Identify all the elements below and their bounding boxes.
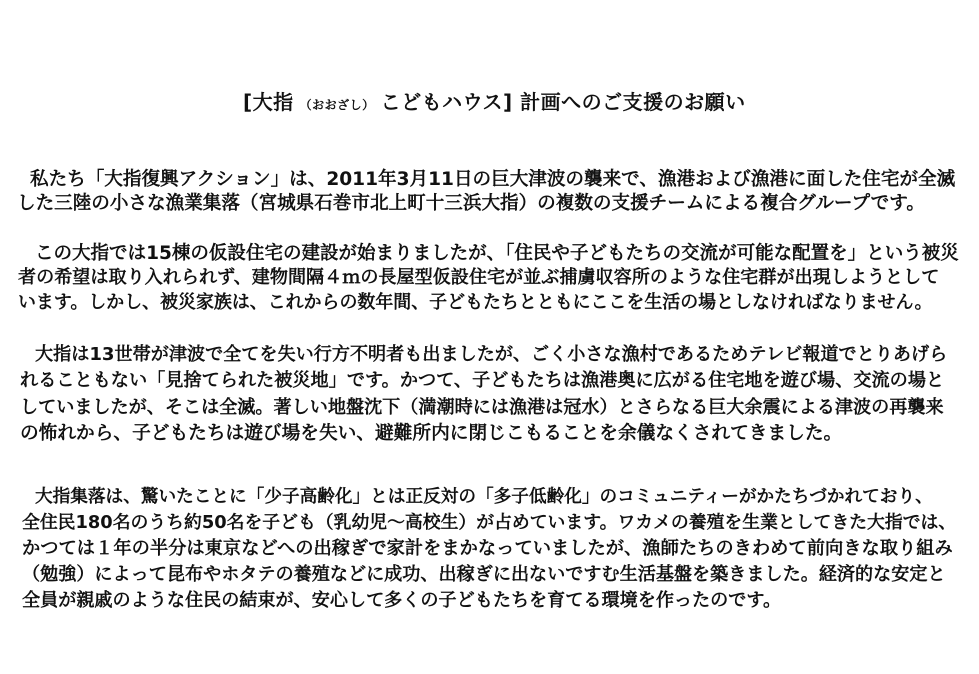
paragraph-4-line-2: 全住民180名のうち約50名を子ども（乳幼児～高校生）が占めています。ワカメの養殖を生業としてきた大指では、 — [22, 512, 957, 533]
paragraph-2-line-2: 者の希望は取り入れられず、建物間隔４ｍの長屋型仮設住宅が並ぶ捕虜収容所のような住宅群が出現しようとして — [18, 267, 940, 288]
paragraph-4-line-5: 全員が親戚のような住民の結束が、安心して多くの子どもたちを育てる環境を作ったのです。 — [22, 590, 782, 611]
paragraph-3-line-3: していましたが、そこは全滅。著しい地盤沈下（満潮時には漁港は冠水）とさらなる巨大余震による津波の再襲来 — [20, 397, 944, 418]
paragraph-1-line-1: 私たち「大指復興アクション」は、2011年3月11日の巨大津波の襲来で、漁港および漁港に面した住宅が全滅 — [30, 169, 956, 190]
title-part-2: こどもハウス] 計画へのご支援のお願い — [380, 90, 746, 114]
title-furigana: （おおざし） — [299, 98, 375, 112]
document-title — [243, 86, 746, 115]
paragraph-3-line-4: の怖れから、子どもたちは遊び場を失い、避難所内に閉じこもることを余儀なくされてきました。 — [20, 423, 843, 444]
paragraph-3-line-2: れることもない「見捨てられた被災地」です。かつて、子どもたちは漁港奥に広がる住宅地を遊び場、交流の場と — [20, 370, 945, 391]
paragraph-3-line-1: 大指は13世帯が津波で全てを失い行方不明者も出ましたが、ごく小さな漁村であるためテレビ報道でとりあげら — [35, 344, 948, 365]
paragraph-4-line-1: 大指集落は、驚いたことに「少子高齢化」とは正反対の「多子低齢化」のコミュニティーがかたちづかれており、 — [35, 487, 933, 507]
title-part-1: [大指 — [243, 90, 294, 114]
paragraph-1-line-2: した三陸の小さな漁業集落（宮城県石巻市北上町十三浜大指）の複数の支援チームによる複合グループです。 — [17, 193, 925, 214]
paragraph-2-line-3: います。しかし、被災家族は、これからの数年間、子どもたちとともにここを生活の場としなければなりません。 — [18, 292, 933, 313]
paragraph-4-line-4: （勉強）によって昆布やホタテの養殖などに成功、出稼ぎに出ないですむ生活基盤を築きました。経済的な安定と — [22, 564, 946, 585]
paragraph-4-line-3: かつては１年の半分は東京などへの出稼ぎで家計をまかなっていましたが、漁師たちのきわめて前向きな取り組み — [22, 538, 953, 559]
paragraph-2-line-1: この大指では15棟の仮設住宅の建設が始まりましたが、「住民や子どもたちの交流が可能な配置を」という被災 — [35, 243, 959, 264]
